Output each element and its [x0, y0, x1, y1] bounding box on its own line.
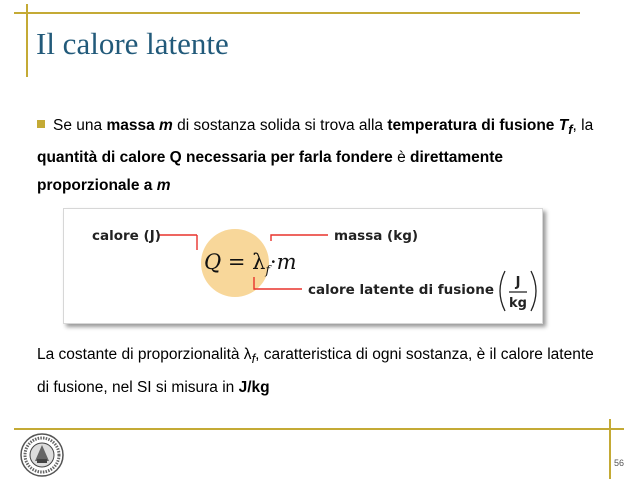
label-latente: calore latente di fusione	[308, 282, 494, 298]
text: di sostanza solida si trova alla	[172, 117, 388, 134]
formula-figure	[63, 208, 543, 324]
frame-bottom-line	[14, 428, 624, 430]
text: La costante di proporzionalità λ	[37, 346, 252, 363]
unit-denominator: kg	[509, 296, 527, 311]
label-massa: massa (kg)	[334, 228, 419, 244]
bold-italic-text: m	[159, 117, 173, 134]
text: è	[392, 149, 411, 167]
bold-text: temperatura di fusione	[387, 117, 559, 134]
frame-top-line	[14, 12, 580, 14]
subscript-text: f	[568, 122, 573, 138]
bold-text: quantità di calore Q necessaria per farla fondere	[37, 149, 393, 167]
frame-right-line	[609, 419, 611, 479]
formula-lambda: λ	[252, 250, 266, 274]
page-number: 56	[614, 458, 625, 468]
paren-right	[531, 271, 536, 311]
formula-equals: =	[221, 250, 253, 274]
body-paragraph-1	[37, 112, 597, 200]
paren-left	[500, 271, 505, 311]
body-paragraph-2	[37, 340, 597, 402]
label-calore: calore (J)	[92, 228, 161, 244]
university-seal-icon	[20, 433, 64, 477]
formula-q: Q	[204, 250, 222, 274]
bold-text: J/kg	[238, 379, 270, 397]
bold-italic-text: T	[558, 117, 569, 134]
formula-text	[204, 250, 297, 277]
formula-m: m	[276, 250, 297, 274]
formula-subscript: f	[265, 263, 270, 277]
bullet-square-icon	[37, 120, 45, 128]
subscript-text: f	[251, 351, 256, 367]
formula-dot: ·	[269, 250, 277, 274]
bold-italic-text: m	[156, 177, 171, 195]
text: Se una	[53, 117, 107, 134]
unit-numerator: J	[515, 275, 521, 290]
leader-line-massa	[271, 235, 328, 241]
frame-left-line	[26, 4, 28, 77]
slide-title: Il calore latente	[36, 26, 229, 61]
bold-text: massa	[106, 117, 160, 134]
text: , la	[572, 117, 594, 134]
text: , caratteristica di ogni sostanza, è il calore latente di fusione, nel SI si misura in	[37, 346, 594, 397]
bold-text: direttamente proporzionale a	[37, 149, 504, 195]
formula-diagram	[64, 209, 542, 323]
